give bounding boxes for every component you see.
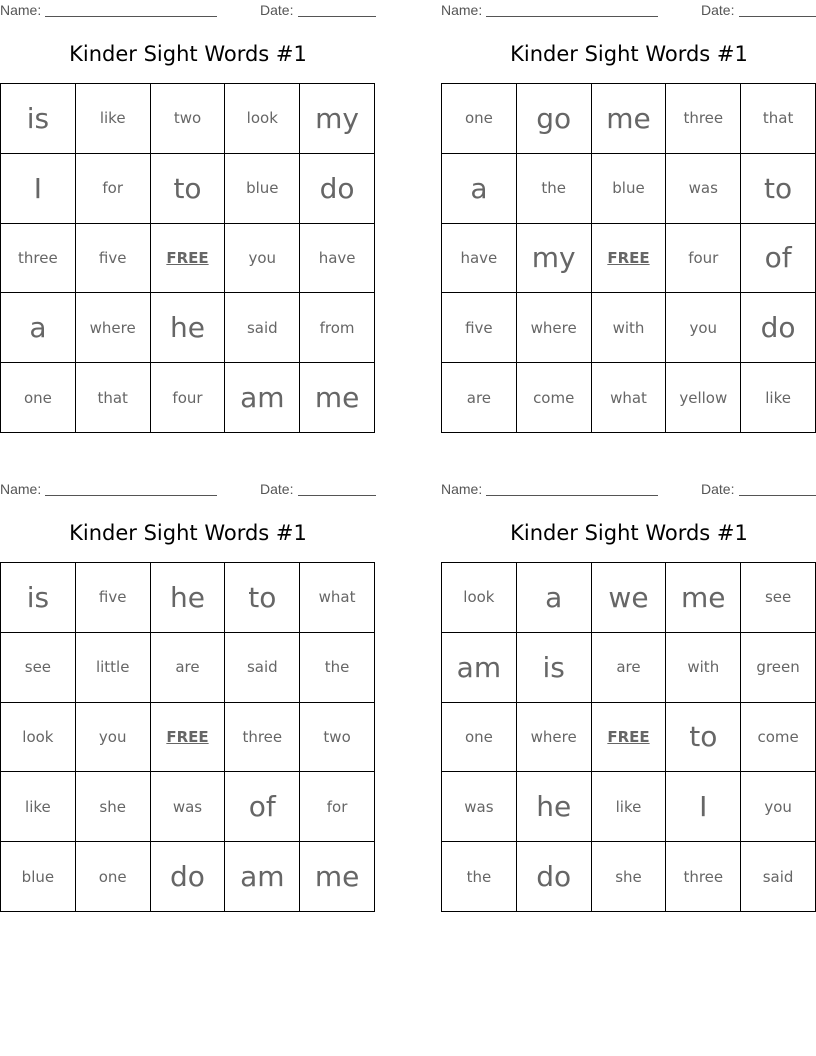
word-cell: she xyxy=(76,772,151,842)
card-title: Kinder Sight Words #1 xyxy=(510,521,748,545)
word-cell: three xyxy=(666,84,741,154)
date-field[interactable] xyxy=(739,495,816,496)
date-label: Date: xyxy=(260,481,294,497)
word-cell: two xyxy=(151,84,226,154)
bingo-card-3 xyxy=(0,479,376,919)
name-date-header xyxy=(441,481,816,497)
date-label: Date: xyxy=(701,2,735,18)
card-title: Kinder Sight Words #1 xyxy=(69,42,307,66)
word-cell: is xyxy=(1,563,76,633)
word-cell: where xyxy=(76,293,151,363)
word-cell: little xyxy=(76,633,151,703)
word-cell: five xyxy=(76,224,151,294)
word-cell: the xyxy=(517,154,592,224)
word-cell: am xyxy=(225,363,300,433)
word-cell: do xyxy=(300,154,375,224)
word-cell: me xyxy=(300,842,375,912)
bingo-grid xyxy=(0,562,375,912)
date-label: Date: xyxy=(701,481,735,497)
name-field[interactable] xyxy=(486,16,658,17)
word-cell: the xyxy=(442,842,517,912)
word-cell: yellow xyxy=(666,363,741,433)
word-cell: four xyxy=(151,363,226,433)
free-space-cell: FREE xyxy=(151,224,226,294)
word-cell: have xyxy=(442,224,517,294)
word-cell: do xyxy=(517,842,592,912)
word-cell: said xyxy=(225,633,300,703)
word-cell: see xyxy=(741,563,816,633)
word-cell: for xyxy=(76,154,151,224)
bingo-card-2 xyxy=(441,0,816,440)
bingo-grid xyxy=(441,83,816,433)
date-field[interactable] xyxy=(739,16,816,17)
word-cell: blue xyxy=(1,842,76,912)
word-cell: come xyxy=(741,703,816,773)
word-cell: is xyxy=(517,633,592,703)
word-cell: you xyxy=(666,293,741,363)
word-cell: like xyxy=(592,772,667,842)
word-cell: that xyxy=(76,363,151,433)
word-cell: with xyxy=(666,633,741,703)
word-cell: I xyxy=(1,154,76,224)
word-cell: are xyxy=(592,633,667,703)
date-field[interactable] xyxy=(298,16,376,17)
word-cell: five xyxy=(76,563,151,633)
word-cell: have xyxy=(300,224,375,294)
word-cell: like xyxy=(76,84,151,154)
word-cell: to xyxy=(225,563,300,633)
word-cell: where xyxy=(517,703,592,773)
word-cell: to xyxy=(666,703,741,773)
word-cell: look xyxy=(442,563,517,633)
word-cell: I xyxy=(666,772,741,842)
word-cell: a xyxy=(1,293,76,363)
word-cell: three xyxy=(666,842,741,912)
word-cell: five xyxy=(442,293,517,363)
word-cell: one xyxy=(76,842,151,912)
word-cell: three xyxy=(1,224,76,294)
word-cell: my xyxy=(517,224,592,294)
word-cell: that xyxy=(741,84,816,154)
word-cell: he xyxy=(151,563,226,633)
word-cell: one xyxy=(442,703,517,773)
word-cell: my xyxy=(300,84,375,154)
word-cell: see xyxy=(1,633,76,703)
word-cell: he xyxy=(517,772,592,842)
word-cell: was xyxy=(442,772,517,842)
word-cell: two xyxy=(300,703,375,773)
word-cell: said xyxy=(741,842,816,912)
word-cell: was xyxy=(666,154,741,224)
word-cell: blue xyxy=(225,154,300,224)
name-date-header xyxy=(0,481,376,497)
word-cell: me xyxy=(666,563,741,633)
word-cell: look xyxy=(1,703,76,773)
bingo-card-4 xyxy=(441,479,816,919)
name-label: Name: xyxy=(0,481,42,497)
word-cell: for xyxy=(300,772,375,842)
name-field[interactable] xyxy=(486,495,658,496)
word-cell: of xyxy=(741,224,816,294)
word-cell: to xyxy=(741,154,816,224)
word-cell: you xyxy=(225,224,300,294)
word-cell: are xyxy=(151,633,226,703)
name-label: Name: xyxy=(0,2,42,18)
word-cell: like xyxy=(741,363,816,433)
word-cell: blue xyxy=(592,154,667,224)
word-cell: was xyxy=(151,772,226,842)
word-cell: from xyxy=(300,293,375,363)
word-cell: he xyxy=(151,293,226,363)
free-space-cell: FREE xyxy=(151,703,226,773)
word-cell: she xyxy=(592,842,667,912)
word-cell: like xyxy=(1,772,76,842)
word-cell: look xyxy=(225,84,300,154)
word-cell: to xyxy=(151,154,226,224)
word-cell: one xyxy=(1,363,76,433)
word-cell: said xyxy=(225,293,300,363)
name-date-header xyxy=(441,2,816,18)
word-cell: one xyxy=(442,84,517,154)
word-cell: where xyxy=(517,293,592,363)
name-label: Name: xyxy=(441,481,483,497)
name-label: Name: xyxy=(441,2,483,18)
word-cell: me xyxy=(592,84,667,154)
word-cell: the xyxy=(300,633,375,703)
word-cell: am xyxy=(442,633,517,703)
word-cell: am xyxy=(225,842,300,912)
word-cell: a xyxy=(442,154,517,224)
word-cell: me xyxy=(300,363,375,433)
word-cell: do xyxy=(741,293,816,363)
word-cell: a xyxy=(517,563,592,633)
word-cell: you xyxy=(741,772,816,842)
free-space-cell: FREE xyxy=(592,703,667,773)
free-space-cell: FREE xyxy=(592,224,667,294)
bingo-card-1 xyxy=(0,0,376,440)
word-cell: four xyxy=(666,224,741,294)
word-cell: you xyxy=(76,703,151,773)
word-cell: with xyxy=(592,293,667,363)
word-cell: what xyxy=(592,363,667,433)
word-cell: do xyxy=(151,842,226,912)
card-title: Kinder Sight Words #1 xyxy=(69,521,307,545)
bingo-grid xyxy=(0,83,375,433)
word-cell: come xyxy=(517,363,592,433)
date-label: Date: xyxy=(260,2,294,18)
word-cell: green xyxy=(741,633,816,703)
name-field[interactable] xyxy=(45,495,217,496)
card-title: Kinder Sight Words #1 xyxy=(510,42,748,66)
word-cell: of xyxy=(225,772,300,842)
name-field[interactable] xyxy=(45,16,217,17)
word-cell: go xyxy=(517,84,592,154)
word-cell: is xyxy=(1,84,76,154)
word-cell: three xyxy=(225,703,300,773)
date-field[interactable] xyxy=(298,495,376,496)
word-cell: are xyxy=(442,363,517,433)
word-cell: what xyxy=(300,563,375,633)
bingo-grid xyxy=(441,562,816,912)
name-date-header xyxy=(0,2,376,18)
word-cell: we xyxy=(592,563,667,633)
